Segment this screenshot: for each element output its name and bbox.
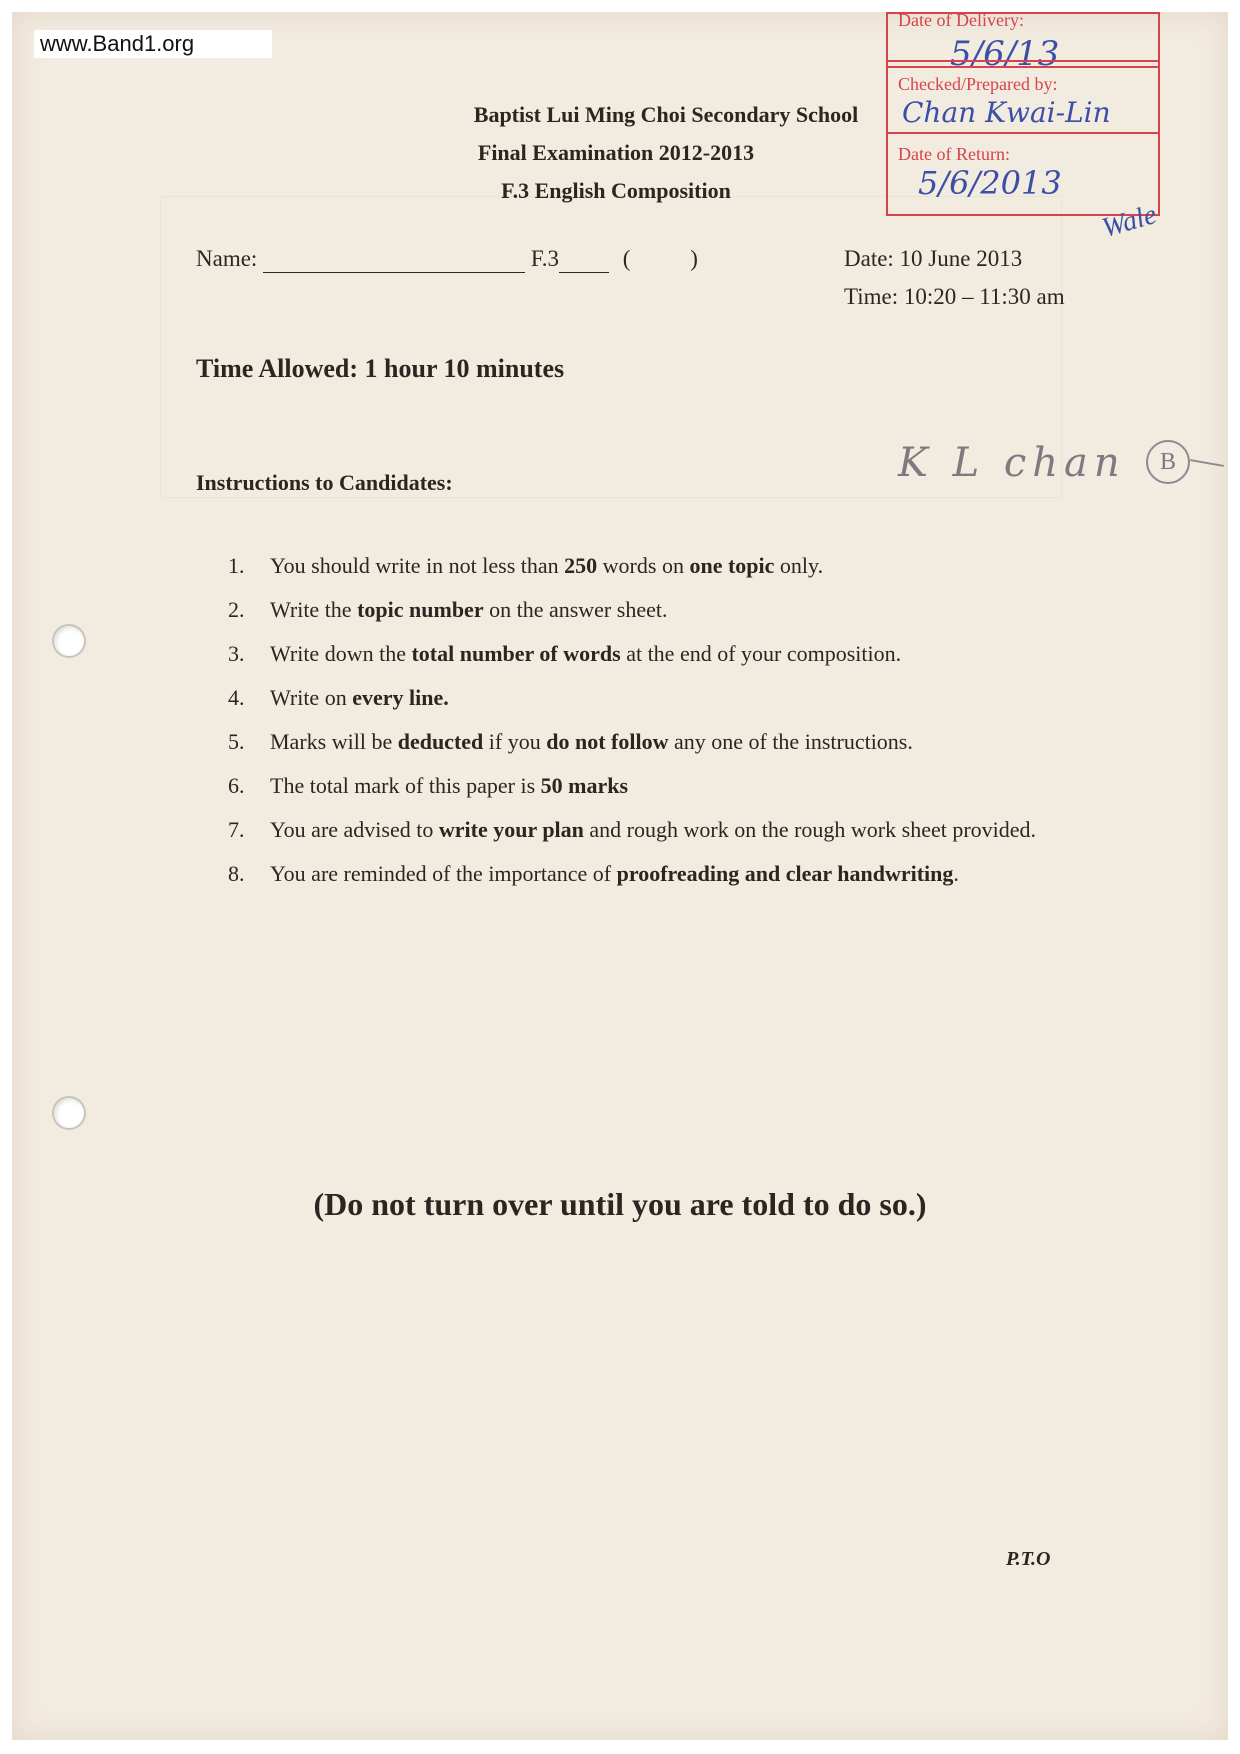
punch-hole <box>52 1096 86 1130</box>
item-emphasis: proofreading and clear handwriting <box>616 861 954 886</box>
return-label: Date of Return: <box>898 144 1010 164</box>
watermark-label: www.Band1.org <box>34 30 272 58</box>
initials-signature: Wale <box>1098 199 1161 244</box>
time-allowed: Time Allowed: 1 hour 10 minutes <box>196 354 565 383</box>
item-text: on the answer sheet. <box>483 597 668 622</box>
return-value: 5/6/2013 <box>918 164 1062 202</box>
item-number: 4. <box>228 685 245 710</box>
punch-hole <box>52 624 86 658</box>
item-text: any one of the instructions. <box>668 729 913 754</box>
item-text: . <box>953 861 959 886</box>
name-label: Name: <box>196 246 258 271</box>
pto-label: P.T.O <box>1006 1548 1051 1570</box>
stamp-divider <box>888 132 1158 134</box>
stamp-divider <box>888 60 1158 62</box>
item-text: You are advised to <box>270 817 439 842</box>
checked-label: Checked/Prepared by: <box>898 74 1058 94</box>
item-number: 5. <box>228 729 245 754</box>
item-text: and rough work on the rough work sheet provided. <box>583 817 1037 842</box>
item-emphasis: write your plan <box>438 817 584 842</box>
item-number: 6. <box>228 773 245 798</box>
item-text: Write on <box>270 685 353 710</box>
item-number: 1. <box>228 553 245 578</box>
paper-title: F.3 English Composition <box>501 178 731 203</box>
marker-note: K L chan <box>898 440 1126 486</box>
class-blank[interactable] <box>559 246 609 273</box>
item-emphasis: 250 <box>564 553 598 578</box>
item-text: at the end of your composition. <box>620 641 902 666</box>
item-emphasis: one topic <box>689 553 775 578</box>
item-text: only. <box>774 553 824 578</box>
list-item <box>228 544 1108 588</box>
list-item <box>228 588 1108 632</box>
item-number: 3. <box>228 641 245 666</box>
list-item <box>228 632 1108 676</box>
delivery-stamp <box>886 12 1160 216</box>
item-emphasis: total number of words <box>411 641 621 666</box>
item-text: Marks will be <box>270 729 398 754</box>
delivery-label: Date of Delivery: <box>898 10 1024 30</box>
stamp-divider <box>888 66 1158 68</box>
item-emphasis: do not follow <box>546 729 669 754</box>
item-number: 2. <box>228 597 245 622</box>
delivery-value: 5/6/13 <box>950 34 1060 74</box>
item-emphasis: deducted <box>397 729 484 754</box>
item-text: You are reminded of the importance of <box>270 861 617 886</box>
marker-grade-circle: B <box>1146 440 1190 484</box>
item-number: 8. <box>228 861 245 886</box>
list-item <box>228 852 1108 896</box>
item-text: You should write in not less than <box>270 553 565 578</box>
class-label: F.3 <box>530 246 560 271</box>
item-text: Write the <box>270 597 358 622</box>
item-text: The total mark of this paper is <box>270 773 541 798</box>
list-item <box>228 808 1070 852</box>
school-name: Baptist Lui Ming Choi Secondary School <box>473 102 859 127</box>
item-text: words on <box>597 553 690 578</box>
item-text: Write down the <box>270 641 412 666</box>
warning-notice: (Do not turn over until you are told to do so.) <box>313 1186 927 1222</box>
list-item <box>228 676 1108 720</box>
instructions-list <box>228 544 1108 896</box>
exam-title: Final Examination 2012-2013 <box>477 140 755 165</box>
name-blank[interactable] <box>263 246 525 273</box>
close-paren: ) <box>690 246 698 271</box>
open-paren: ( <box>622 246 631 271</box>
item-emphasis: topic number <box>357 597 484 622</box>
list-item <box>228 720 1108 764</box>
item-text: if you <box>483 729 547 754</box>
item-emphasis: every line. <box>352 685 449 710</box>
exam-date: Date: 10 June 2013 <box>844 246 1023 271</box>
candidate-line <box>196 246 698 273</box>
list-item <box>228 764 1108 808</box>
exam-time: Time: 10:20 – 11:30 am <box>844 284 1065 309</box>
instructions-title: Instructions to Candidates: <box>196 470 453 495</box>
item-emphasis: 50 marks <box>540 773 629 798</box>
checked-value: Chan Kwai-Lin <box>902 96 1111 129</box>
item-number: 7. <box>228 817 245 842</box>
